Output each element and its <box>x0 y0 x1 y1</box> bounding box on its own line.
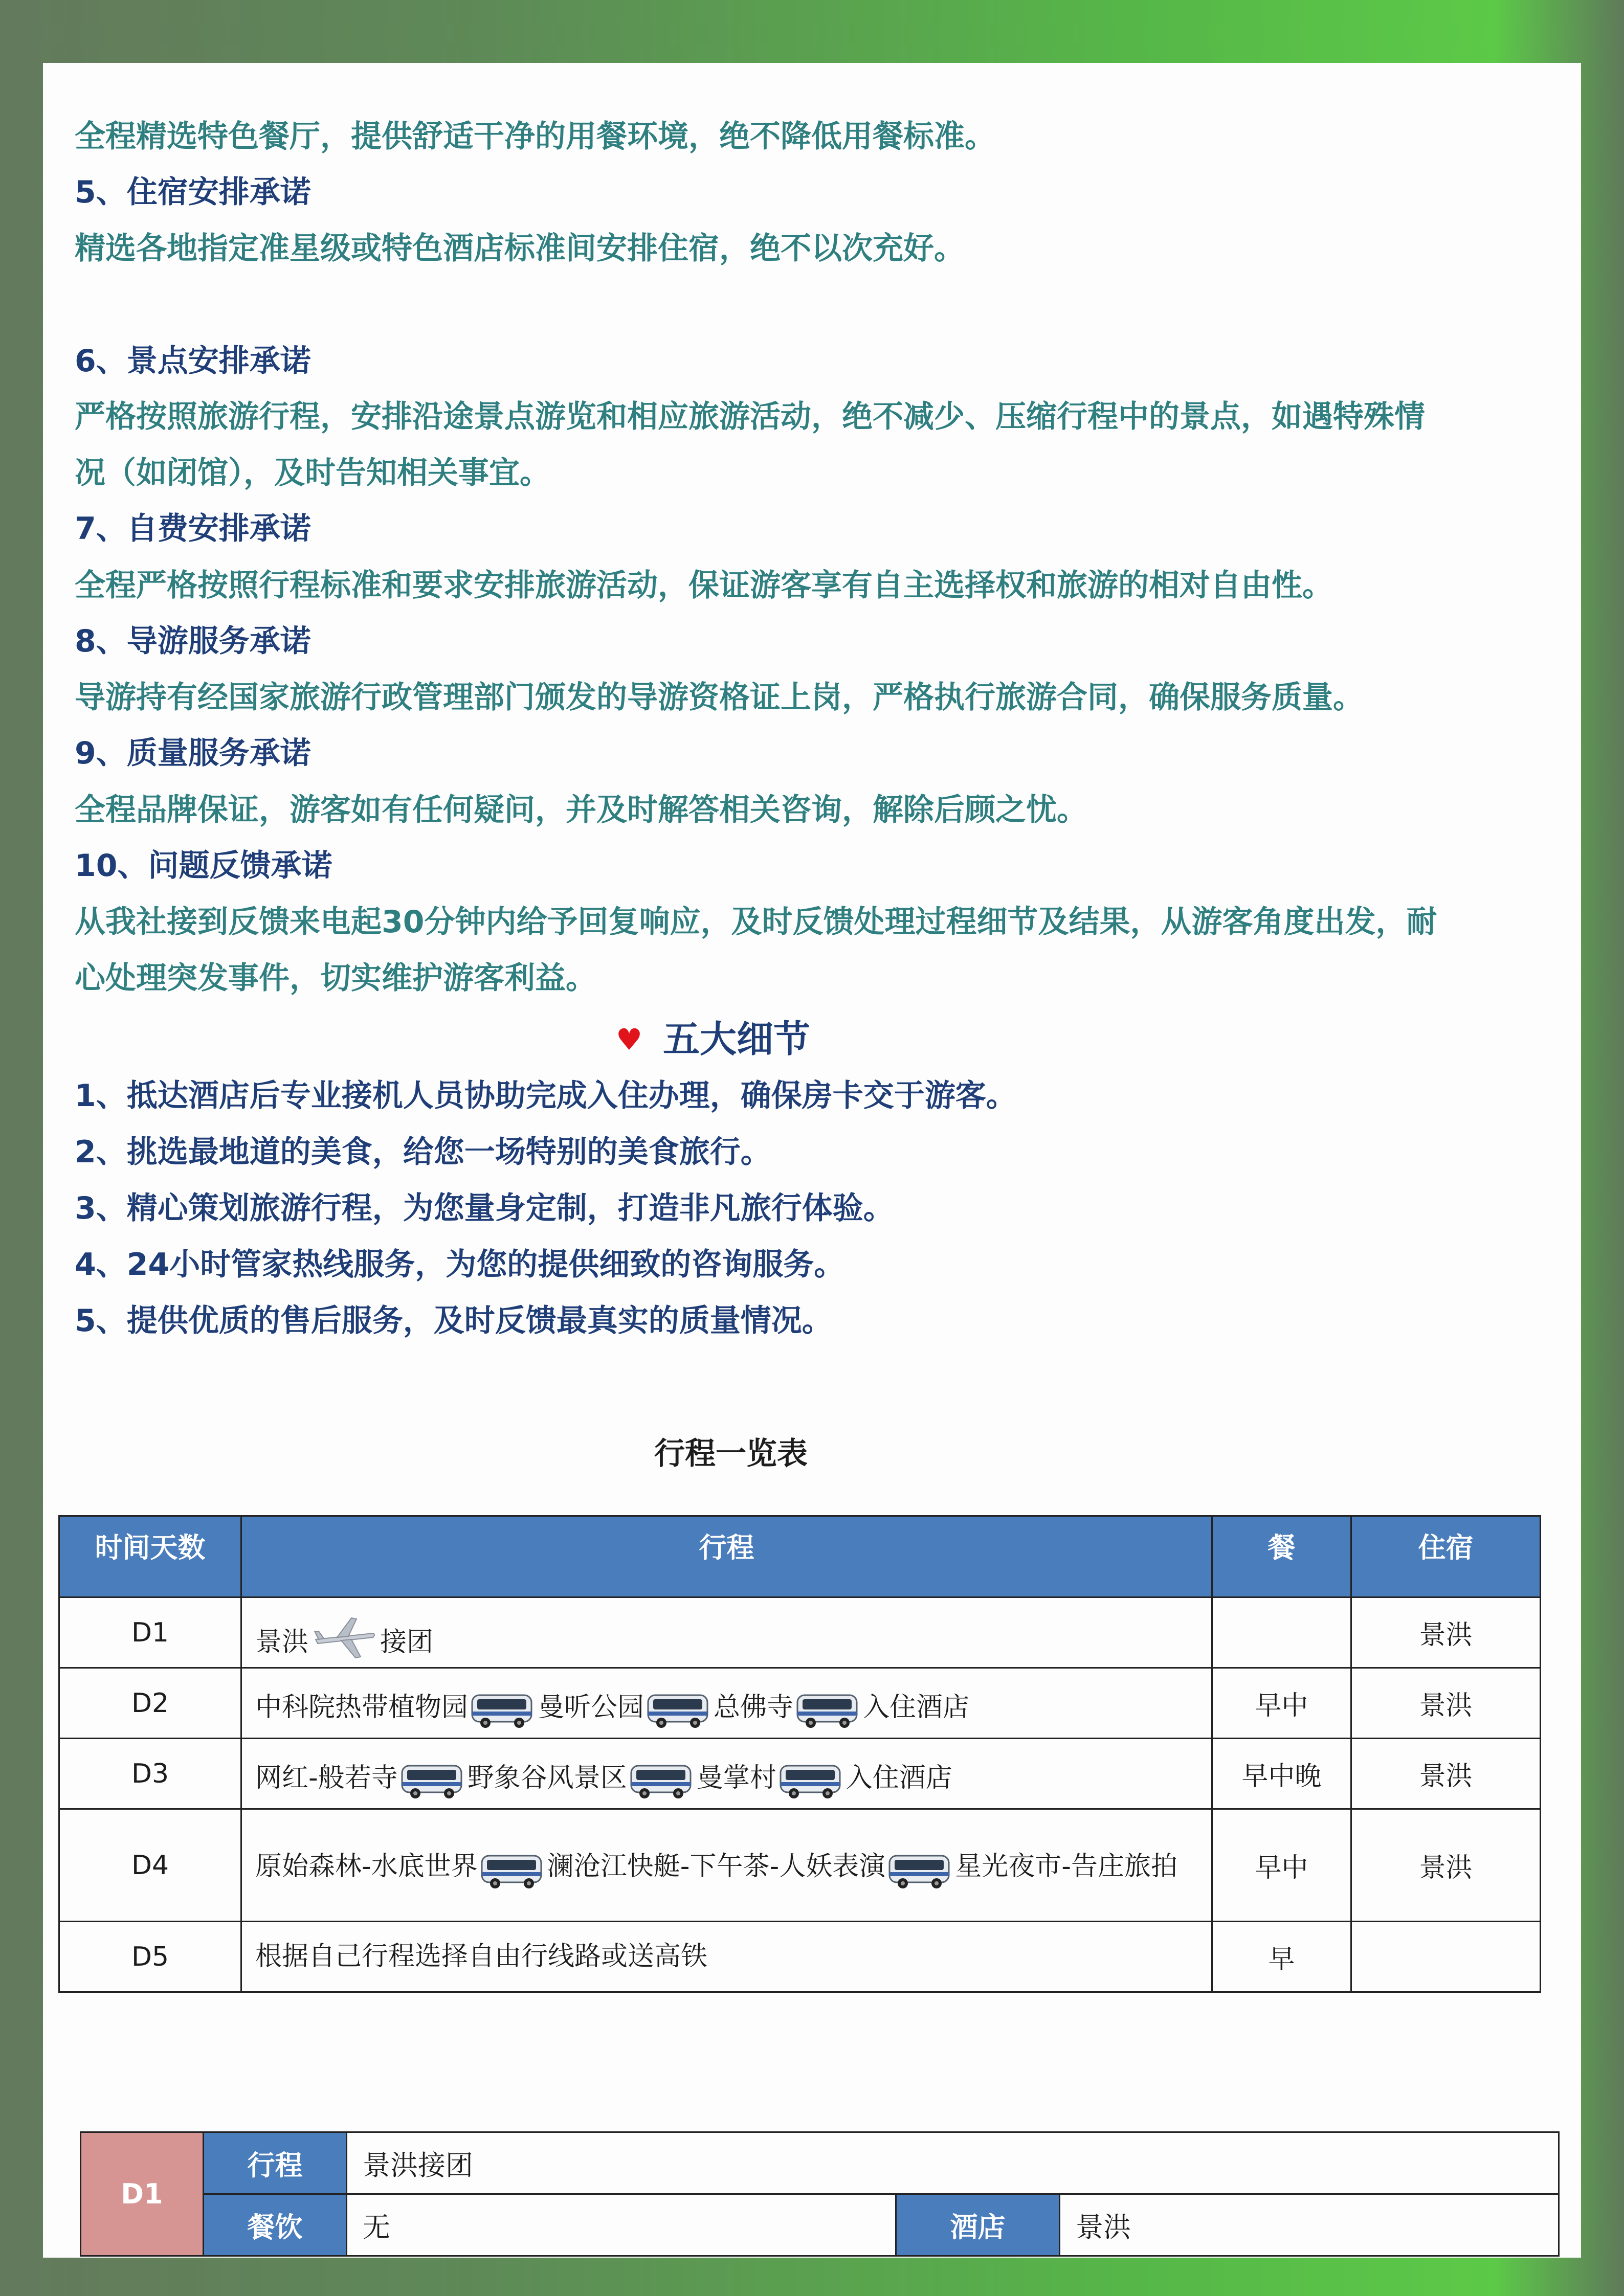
day-detail-meal-label: 餐饮 <box>204 2194 347 2256</box>
self-pay-heading: 7、自费安排承诺 <box>75 511 311 547</box>
header-hotel: 住宿 <box>1351 1516 1541 1597</box>
table-row <box>59 1597 1541 1668</box>
itinerary-header-row <box>59 1516 1541 1597</box>
day-detail-hotel-value: 景洪 <box>1060 2194 1559 2256</box>
table-row <box>59 1739 1541 1809</box>
bus-icon <box>400 1761 465 1800</box>
airplane-icon <box>312 1613 377 1662</box>
stop: 曼掌村 <box>696 1762 776 1793</box>
stop: 根据自己行程选择自由行线路或送高铁 <box>255 1941 708 1972</box>
trip-cell <box>241 1739 1212 1809</box>
attractions-heading: 6、景点安排承诺 <box>75 343 311 379</box>
meals-cell <box>1212 1597 1351 1668</box>
bus-icon <box>778 1761 844 1800</box>
self-pay-text: 全程严格按照行程标准和要求安排旅游活动，保证游客享有自主选择权和旅游的相对自由性。 <box>75 568 1333 603</box>
attractions-text-line1: 严格按照旅游行程，安排沿途景点游览和相应旅游活动，绝不减少、压缩行程中的景点，如遇特殊情 <box>75 399 1425 435</box>
stop: 原始森林-水底世界 <box>255 1851 478 1882</box>
detail-item: 1、抵达酒店后专业接机人员协助完成入住办理，确保房卡交于游客。 <box>75 1078 1017 1114</box>
feedback-text-line2: 心处理突发事件，切实维护游客利益。 <box>75 960 596 996</box>
dining-commitment-text: 全程精选特色餐厅，提供舒适干净的用餐环境，绝不降低用餐标准。 <box>75 119 995 154</box>
guide-heading: 8、导游服务承诺 <box>75 623 311 659</box>
itinerary-table <box>58 1515 1541 1993</box>
hotel-cell: 景洪 <box>1351 1668 1541 1739</box>
trip-cell <box>241 1922 1212 1992</box>
meals-cell: 早中 <box>1212 1809 1351 1922</box>
hotel-cell: 景洪 <box>1351 1739 1541 1809</box>
day-detail-meal-value: 无 <box>347 2194 896 2256</box>
hotel-cell: 景洪 <box>1351 1597 1541 1668</box>
table-row <box>59 1809 1541 1922</box>
header-day: 时间天数 <box>59 1516 241 1597</box>
bus-icon <box>646 1690 711 1730</box>
header-meals: 餐 <box>1212 1516 1351 1597</box>
itinerary-table-title: 行程一览表 <box>654 1436 808 1472</box>
table-row <box>59 1922 1541 1992</box>
detail-item: 3、精心策划旅游行程，为您量身定制，打造非凡旅行体验。 <box>75 1190 894 1226</box>
quality-heading: 9、质量服务承诺 <box>75 735 311 771</box>
day-detail-meal-row <box>81 2194 1559 2256</box>
detail-item: 2、挑选最地道的美食，给您一场特别的美食旅行。 <box>75 1134 771 1170</box>
hotel-cell: 景洪 <box>1351 1809 1541 1922</box>
day-cell: D4 <box>59 1809 241 1922</box>
five-details-title-text: 五大细节 <box>662 1018 810 1061</box>
detail-item: 4、24小时管家热线服务，为您的提供细致的咨询服务。 <box>75 1247 845 1282</box>
day-cell: D2 <box>59 1668 241 1739</box>
stop: 澜沧江快艇-下午茶-人妖表演 <box>547 1851 886 1882</box>
stop: 入住酒店 <box>846 1762 952 1793</box>
quality-text: 全程品牌保证，游客如有任何疑问，并及时解答相关咨询，解除后顾之忧。 <box>75 792 1087 828</box>
trip-cell <box>241 1597 1212 1668</box>
day-cell: D1 <box>59 1597 241 1668</box>
table-row <box>59 1668 1541 1739</box>
feedback-heading: 10、问题反馈承诺 <box>75 848 332 884</box>
stop: 景洪 <box>255 1627 309 1658</box>
day-detail-trip-label: 行程 <box>204 2132 347 2194</box>
five-details-title <box>43 1018 1383 1061</box>
stop: 入住酒店 <box>863 1692 970 1723</box>
bus-icon <box>480 1851 545 1890</box>
accommodation-text: 精选各地指定准星级或特色酒店标准间安排住宿，绝不以次充好。 <box>75 231 965 266</box>
stop: 中科院热带植物园 <box>255 1692 469 1723</box>
trip-cell <box>241 1809 1212 1922</box>
bus-icon <box>887 1851 953 1890</box>
day-detail-day: D1 <box>81 2132 204 2256</box>
stop: 网红-般若寺 <box>255 1762 398 1793</box>
detail-item: 5、提供优质的售后服务，及时反馈最真实的质量情况。 <box>75 1303 833 1339</box>
accommodation-heading: 5、住宿安排承诺 <box>75 174 311 210</box>
bus-icon <box>795 1690 861 1730</box>
heart-icon: ♥ <box>615 1022 642 1057</box>
meals-cell: 早 <box>1212 1922 1351 1992</box>
day-detail-trip-row <box>81 2132 1559 2194</box>
stop: 接团 <box>380 1627 434 1658</box>
header-trip: 行程 <box>241 1516 1212 1597</box>
day-cell: D5 <box>59 1922 241 1992</box>
document-page <box>43 63 1581 2258</box>
day-cell: D3 <box>59 1739 241 1809</box>
bus-icon <box>470 1690 536 1730</box>
day-detail-trip-value: 景洪接团 <box>347 2132 1559 2194</box>
feedback-text-line1: 从我社接到反馈来电起30分钟内给予回复响应，及时反馈处理过程细节及结果，从游客角度出发，耐 <box>75 904 1437 940</box>
attractions-text-line2: 况（如闭馆），及时告知相关事宜。 <box>75 455 550 491</box>
guide-text: 导游持有经国家旅游行政管理部门颁发的导游资格证上岗，严格执行旅游合同，确保服务质量。 <box>75 680 1364 715</box>
stop: 总佛寺 <box>714 1692 794 1723</box>
meals-cell: 早中 <box>1212 1668 1351 1739</box>
stop: 曼听公园 <box>538 1692 644 1723</box>
hotel-cell <box>1351 1922 1541 1992</box>
meals-cell: 早中晚 <box>1212 1739 1351 1809</box>
stop: 星光夜市-告庄旅拍 <box>955 1851 1178 1882</box>
stop: 野象谷风景区 <box>467 1762 627 1793</box>
day-detail-table <box>80 2131 1560 2257</box>
day-detail-hotel-label: 酒店 <box>896 2194 1060 2256</box>
bus-icon <box>629 1761 695 1800</box>
trip-cell <box>241 1668 1212 1739</box>
